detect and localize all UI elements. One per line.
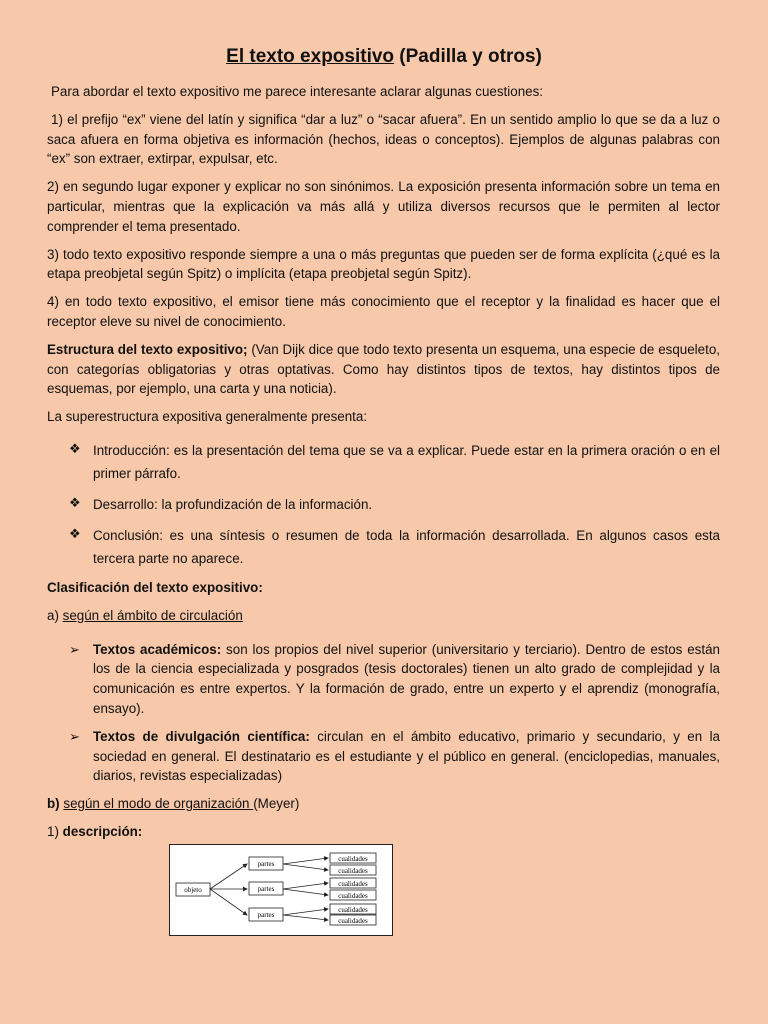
list-item-label: Textos de divulgación científica:	[93, 728, 310, 744]
list-item-body: circulan en el ámbito educativo, primario y secundario, y en la sociedad en general. El destinatario es el estudiante y el público en general. (enciclopedias, manuales, diarios, revistas especializadas)	[93, 728, 720, 784]
diagram-root-node	[176, 883, 210, 896]
diamond-bullet-icon: ❖	[69, 525, 81, 541]
diagram-part-label: partes	[257, 860, 275, 868]
title-main: El texto expositivo	[226, 46, 395, 67]
diagram-part-node	[249, 908, 283, 921]
arrow-bullet-icon: ➢	[69, 728, 80, 744]
diagram-part-label: partes	[257, 911, 275, 919]
point-1: 1) el prefijo “ex” viene del latín y significa “dar a luz” o “sacar afuera”. En un sentido amplio lo que se da a luz o saca afuera en forma objetiva es información (hechos, ideas o conceptos). Ejemplos de algunas palabras con “ex” son extraer, extirpar, expulsar, etc.	[47, 111, 720, 167]
clasificacion-heading: Clasificación del texto expositivo:	[47, 579, 263, 595]
title-rest: (Padilla y otros)	[394, 46, 542, 67]
section-b-rest: (Meyer)	[253, 796, 300, 812]
superestructura-paragraph: La superestructura expositiva generalmente presenta:	[47, 409, 368, 425]
diagram-quality-label: cualidades	[338, 867, 368, 875]
diamond-bullet-icon: ❖	[69, 440, 81, 456]
estructura-label: Estructura del texto expositivo;	[47, 341, 248, 357]
list-item-text: Conclusión: es una síntesis o resumen de toda la información desarrollada. En algunos casos esta tercera parte no aparece.	[93, 527, 720, 566]
diagram-quality-node	[330, 890, 376, 900]
diagram-quality-label: cualidades	[338, 892, 368, 900]
point-2: 2) en segundo lugar exponer y explicar no son sinónimos. La exposición presenta información sobre un tema en particular, mientras que la explicación va más allá y utiliza diversos recursos que le permiten al lector comprender el tema presentado.	[47, 179, 720, 234]
estructura-text: (Van Dijk dice que todo texto presenta un esquema, una especie de esqueleto, con categorías obligatorias y otras optativas. Como hay distintos tipos de textos, hay distintos tipos de esquemas, por ejemplo, una carta y una noticia).	[47, 341, 720, 397]
description-diagram	[169, 844, 393, 936]
diagram-quality-node	[330, 904, 376, 914]
diagram-quality-node	[330, 915, 376, 925]
point-3: 3) todo texto expositivo responde siempre a una o más preguntas que pueden ser de forma explícita (¿qué es la etapa preobjetal según Spitz) o implícita (etapa preobjetal según Spitz).	[47, 246, 720, 282]
list-item-label: Textos académicos:	[93, 641, 222, 657]
section-a-label: según el ámbito de circulación	[62, 607, 243, 623]
diagram-quality-node	[330, 853, 376, 863]
descripcion-label: descripción:	[62, 823, 143, 839]
diamond-bullet-icon: ❖	[69, 494, 81, 510]
list-item-text: Desarrollo: la profundización de la información.	[93, 496, 373, 512]
document-body	[47, 82, 720, 850]
estructura-paragraph	[47, 340, 720, 399]
diagram-quality-label: cualidades	[338, 855, 368, 863]
diagram-quality-label: cualidades	[338, 906, 368, 914]
section-a-prefix: a)	[47, 607, 63, 623]
diagram-quality-node	[330, 865, 376, 875]
descripcion-prefix: 1)	[47, 823, 63, 839]
arrow-bullet-icon: ➢	[69, 641, 80, 657]
section-b-prefix: b)	[47, 796, 60, 812]
diagram-part-label: partes	[257, 885, 275, 893]
diagram-quality-label: cualidades	[338, 917, 368, 925]
page-title	[0, 46, 768, 68]
list-item-divulgacion	[47, 727, 720, 786]
point-4: 4) en todo texto expositivo, el emisor tiene más conocimiento que el receptor y la finalidad es hacer que el receptor eleve su nivel de conocimiento.	[47, 294, 720, 329]
diagram-root-label: objeto	[184, 886, 202, 894]
list-item-body: son los propios del nivel superior (universitario y terciario). Dentro de estos están los de la ciencia especializada y posgrados (tesis doctorales) tienen un alto grado de complejidad y la comunicación es entre expertos. Y la formación de grado, entre un experto y el aprendiz (monografía, ensayo).	[93, 641, 720, 716]
list-item-introduccion	[47, 439, 720, 485]
list-item-conclusion	[47, 524, 720, 570]
list-item-text	[93, 727, 720, 786]
section-a-heading	[47, 606, 720, 626]
section-b-heading	[47, 794, 720, 814]
list-item-academicos	[47, 640, 720, 719]
list-item-text	[93, 640, 720, 719]
diagram-part-node	[249, 857, 283, 870]
section-b-label: según el modo de organización	[63, 796, 254, 812]
diagram-part-node	[249, 882, 283, 895]
list-item-text: Introducción: es la presentación del tema que se va a explicar. Puede estar en la primera oración o en el primer párrafo.	[93, 442, 720, 481]
diagram-quality-label: cualidades	[338, 880, 368, 888]
list-item-desarrollo	[47, 493, 720, 516]
descripcion-heading	[47, 822, 720, 842]
diagram-quality-node	[330, 878, 376, 888]
intro-paragraph: Para abordar el texto expositivo me parece interesante aclarar algunas cuestiones:	[51, 84, 544, 99]
